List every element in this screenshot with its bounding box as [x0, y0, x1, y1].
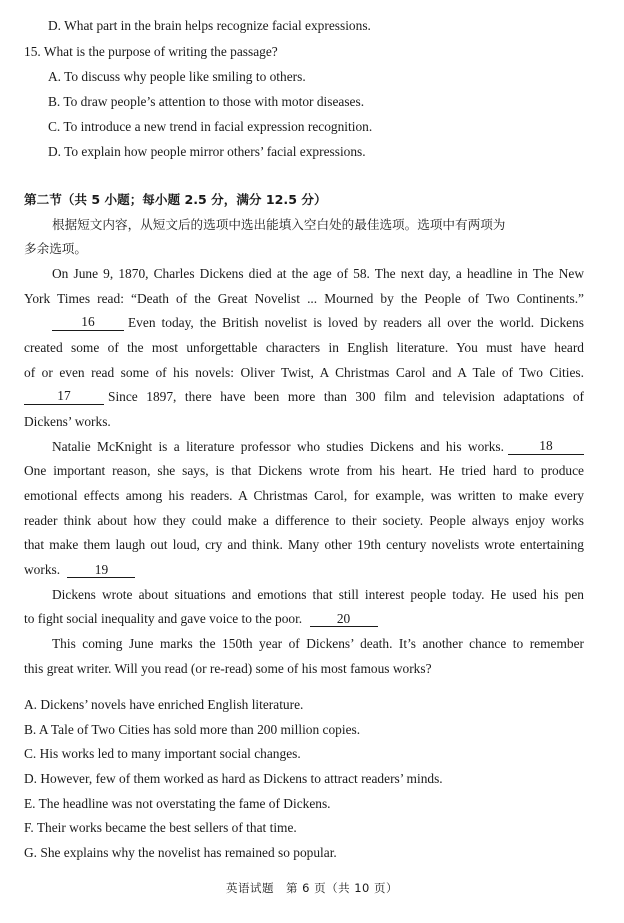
- passage-p5-line2: this great writer. Will you read (or re-read) some of his most famous works?: [24, 661, 432, 676]
- passage-p2-line3: of or even read some of his novels: Oliver Twist, A Christmas Carol and A Tale of Two Cities.: [24, 365, 584, 380]
- passage-p2-line2: created some of the most unforgettable characters in English literature. You must have heard: [24, 340, 584, 355]
- section-heading: 第二节（共 5 小题；每小题 2.5 分，满分 12.5 分）: [24, 192, 327, 207]
- passage-p1-line1: On June 9, 1870, Charles Dickens died at the age of 58. The next day, a headline in The New: [52, 266, 584, 281]
- blank-17[interactable]: 17: [24, 389, 104, 405]
- choice-g: G. She explains why the novelist has remained so popular.: [24, 845, 337, 860]
- passage-p3-line6: [24, 562, 135, 578]
- blank-16[interactable]: 16: [52, 315, 124, 331]
- page-footer: 英语试题 第 6 页（共 10 页）: [225, 881, 399, 895]
- passage-p4-line2: [24, 611, 378, 627]
- section-instructions-line2: 多余选项。: [24, 241, 87, 256]
- passage-p4-line1: Dickens wrote about situations and emotions that still interest people today. He used his pen: [52, 587, 584, 602]
- q15-option-d: D. To explain how people mirror others’ facial expressions.: [48, 144, 366, 159]
- passage-p5-line1: This coming June marks the 150th year of Dickens’ death. It’s another chance to remember: [52, 636, 584, 651]
- choice-f: F. Their works became the best sellers of that time.: [24, 820, 297, 835]
- q14-option-d: D. What part in the brain helps recognize facial expressions.: [48, 18, 371, 33]
- choice-c: C. His works led to many important social changes.: [24, 746, 301, 761]
- passage-p3-line6-text: works.: [24, 562, 61, 577]
- passage-p3-line2: One important reason, she says, is that Dickens wrote from his heart. He tried hard to produce: [24, 463, 584, 478]
- passage-p3-line4: reader think about how they could make a difference to their society. People always enjoy works: [24, 513, 584, 528]
- passage-p3-line1-text: Natalie McKnight is a literature professor who studies Dickens and his works.: [52, 439, 504, 454]
- passage-p3-line5: that make them laugh out loud, cry and think. Many other 19th century novelists wrote entertaining: [24, 537, 584, 552]
- passage-p4-line2-text: to fight social inequality and gave voice to the poor.: [24, 611, 303, 626]
- passage-p3-line1: [52, 439, 584, 455]
- q15-option-c: C. To introduce a new trend in facial expression recognition.: [48, 119, 373, 134]
- section-instructions-line1: 根据短文内容，从短文后的选项中选出能填入空白处的最佳选项。选项中有两项为: [52, 217, 506, 232]
- q15-option-a: A. To discuss why people like smiling to others.: [48, 69, 306, 84]
- blank-18[interactable]: 18: [508, 439, 584, 455]
- blank-20[interactable]: 20: [310, 612, 378, 627]
- passage-p2-line5: Dickens’ works.: [24, 414, 111, 429]
- choice-d: D. However, few of them worked as hard as Dickens to attract readers’ minds.: [24, 771, 443, 786]
- passage-p2-line1: [52, 315, 584, 331]
- blank-19[interactable]: 19: [67, 563, 135, 578]
- choice-e: E. The headline was not overstating the fame of Dickens.: [24, 796, 331, 811]
- choice-b: B. A Tale of Two Cities has sold more than 200 million copies.: [24, 722, 361, 737]
- passage-p2-line4-text: Since 1897, there have been more than 300 film and television adaptations of: [108, 389, 584, 404]
- passage-p2-line1-text: Even today, the British novelist is loved by readers all over the world. Dickens: [128, 315, 584, 330]
- passage-p1-line2: York Times read: “Death of the Great Novelist ... Mourned by the People of Two Continents.”: [24, 291, 584, 306]
- q15-stem: 15. What is the purpose of writing the passage?: [24, 44, 278, 59]
- q15-option-b: B. To draw people’s attention to those with motor diseases.: [48, 94, 365, 109]
- passage-p3-line3: emotional effects among his readers. A Christmas Carol, for example, was written to make every: [24, 488, 584, 503]
- passage-p2-line4: [24, 389, 584, 405]
- choice-a: A. Dickens’ novels have enriched English literature.: [24, 697, 304, 712]
